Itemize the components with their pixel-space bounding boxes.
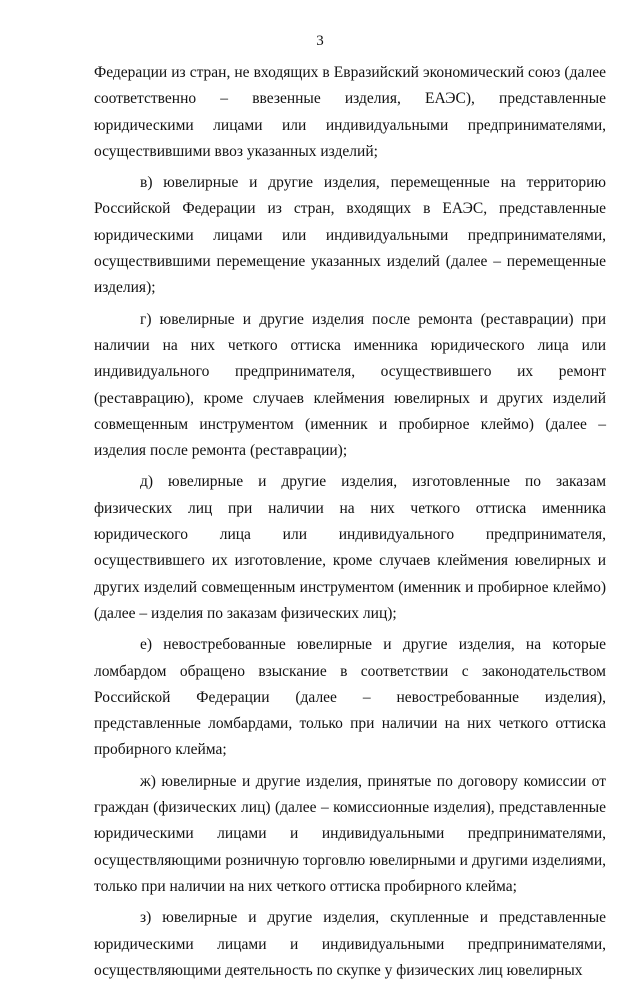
page-number: 3 [316, 33, 324, 49]
paragraph-item-v: в) ювелирные и другие изделия, перемещенные на территорию Российской Федерации из стран, входящих в ЕАЭС, представленные юридическими лицами или индивидуальными предпринимателями, осуществившими перемещение указанных изделий (далее – перемещенные изделия); [94, 174, 606, 297]
paragraph-item-zh: ж) ювелирные и другие изделия, принятые по договору комиссии от граждан (физических лиц) (далее – комиссионные изделия), представленные юридическими лицами и индивидуальными предпринимателями, осуществляющими розничную торговлю ювелирными и другими изделиями, только при наличии на них четкого оттиска пробирного клейма; [94, 772, 606, 895]
document-body [94, 60, 606, 984]
paragraph-continuation: Федерации из стран, не входящих в Евразийский экономический союз (далее соответственно – ввезенные изделия, ЕАЭС), представленные юридическими лицами или индивидуальными предпринимателями, осуществившими ввоз указанных изделий; [94, 64, 606, 160]
paragraph-item-z: з) ювелирные и другие изделия, скупленные и представленные юридическими лицами и индивидуальными предпринимателями, осуществляющими деятельность по скупке у физических лиц ювелирных [94, 909, 606, 979]
paragraph-item-d: д) ювелирные и другие изделия, изготовленные по заказам физических лиц при наличии на них четкого оттиска именника юридического лица или индивидуального предпринимателя, осуществившего их изготовление, кроме случаев клеймения ювелирных и других изделий совмещенным инструментом (именник и пробирное клеймо) (далее – изделия по заказам физических лиц); [94, 473, 606, 622]
paragraph-item-e: е) невостребованные ювелирные и другие изделия, на которые ломбардом обращено взыскание в соответствии с законодательством Российской Федерации (далее – невостребованные изделия), представленные ломбардами, только при наличии на них четкого оттиска пробирного клейма; [94, 636, 606, 759]
paragraph-item-g: г) ювелирные и другие изделия после ремонта (реставрации) при наличии на них четкого оттиска именника юридического лица или индивидуального предпринимателя, осуществившего их ремонт (реставрацию), кроме случаев клеймения ювелирных и других изделий совмещенным инструментом (именник и пробирное клеймо) (далее – изделия после ремонта (реставрации); [94, 310, 606, 460]
